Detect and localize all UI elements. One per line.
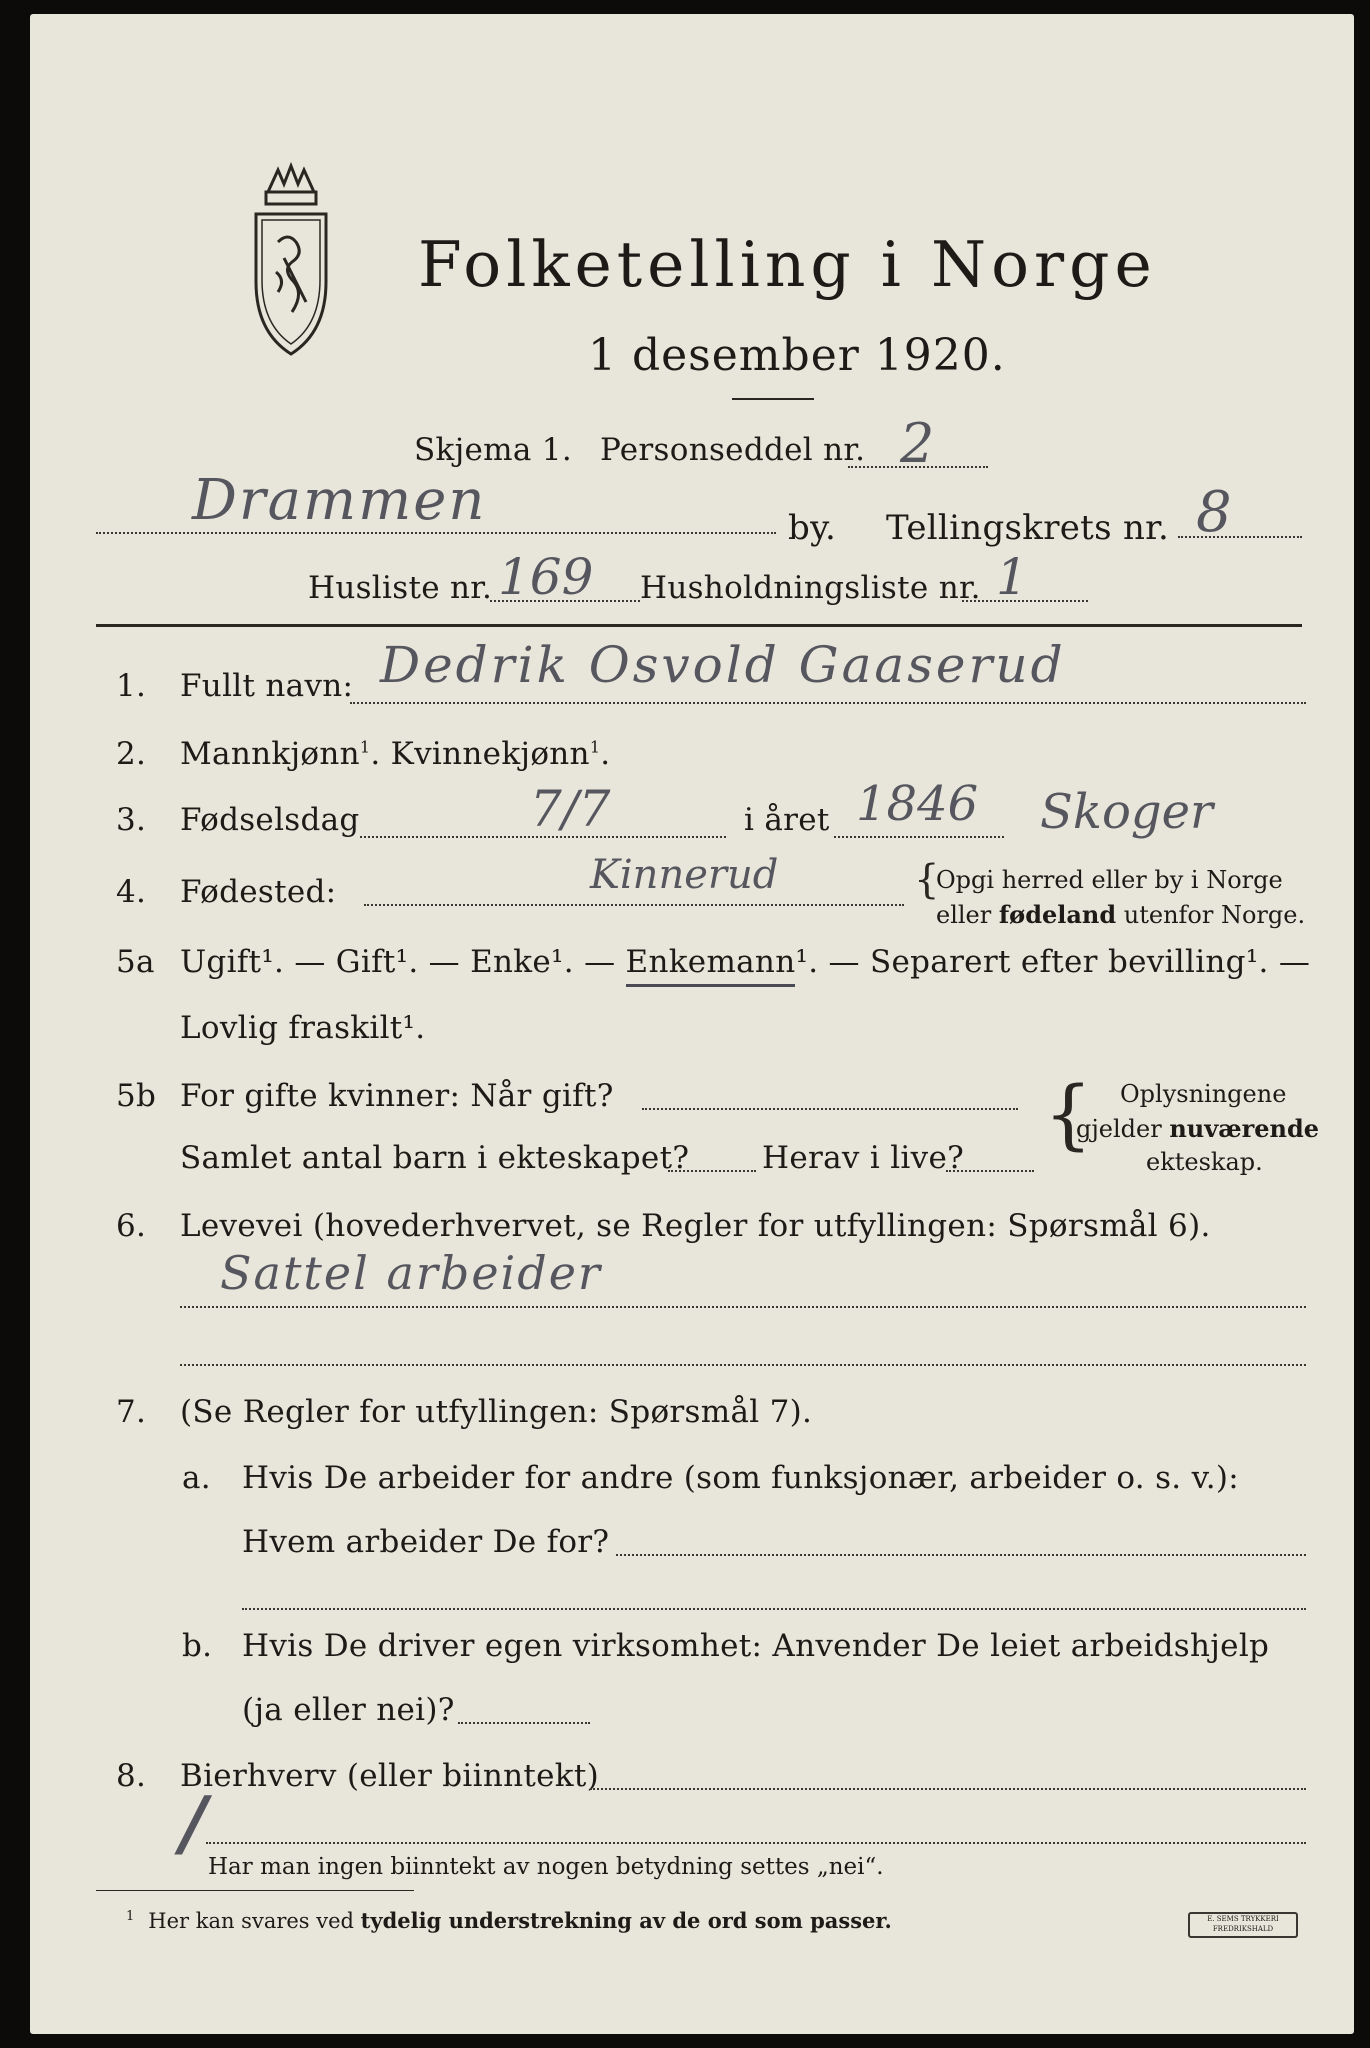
q4-note-line2: eller fødeland utenfor Norge. <box>936 900 1306 929</box>
q6-occupation-value: Sattel arbeider <box>220 1246 602 1300</box>
q8-note: Har man ingen biinntekt av nogen betydning settes „nei“. <box>208 1854 884 1880</box>
q7-label: (Se Regler for utfyllingen: Spørsmål 7). <box>180 1394 813 1430</box>
coat-of-arms-icon <box>248 162 334 362</box>
q3-place-value: Skoger <box>1040 784 1213 840</box>
husliste-value: 169 <box>498 548 594 606</box>
q5a-line2: Lovlig fraskilt¹. <box>180 1010 426 1046</box>
city-value: Drammen <box>192 468 487 533</box>
q2-number: 2. <box>116 736 147 772</box>
tellingskrets-value: 8 <box>1196 480 1232 545</box>
q4-number: 4. <box>116 874 147 910</box>
printer-stamp: E. SEMS TRYKKERI FREDRIKSHALD <box>1188 1912 1298 1938</box>
q7a-line1: Hvis De arbeider for andre (som funksjonær, arbeider o. s. v.): <box>242 1460 1240 1496</box>
q4-birthplace-value: Kinnerud <box>590 852 779 898</box>
q7a-number: a. <box>182 1460 211 1496</box>
q1-full-name-value: Dedrik Osvold Gaaserud <box>380 636 1066 694</box>
by-label: by. <box>788 508 837 548</box>
q5a-line1: Ugift¹. — Gift¹. — Enke¹. — Enkemann¹. — Separert efter bevilling¹. — <box>180 944 1310 980</box>
q5b-note-line1: Oplysningene <box>1120 1080 1287 1108</box>
q7-number: 7. <box>116 1394 147 1430</box>
q6-number: 6. <box>116 1208 147 1244</box>
q6-label: Levevei (hovederhvervet, se Regler for utfyllingen: Spørsmål 6). <box>180 1208 1211 1244</box>
husliste-label: Husliste nr. <box>308 570 493 606</box>
q7b-line1: Hvis De driver egen virksomhet: Anvender De leiet arbeidshjelp <box>242 1628 1270 1664</box>
q5b-children-label: Samlet antal barn i ekteskapet? <box>180 1140 690 1176</box>
q3-year-label: i året <box>744 802 830 838</box>
footnote-divider <box>96 1890 414 1891</box>
q3-year-value: 1846 <box>856 776 979 832</box>
title-divider <box>732 398 814 400</box>
husholdningsliste-label: Husholdningsliste nr. <box>640 570 981 606</box>
q3-number: 3. <box>116 802 147 838</box>
husholdningsliste-value: 1 <box>996 548 1028 606</box>
q5a-number: 5a <box>116 944 155 980</box>
q2-female-option: Kvinnekjønn <box>390 736 590 772</box>
census-form: Folketelling i Norge 1 desember 1920. Skjema 1. Personseddel nr. 2 Drammen by. Tellingskrets nr. 8 Husliste nr. 169 Husholdningsliste nr. 1 1. Fullt navn: Dedrik Osvold Gaaserud 2. Mannkjønn$^1$. Kvinnekjønn$^1$. 3. Fødselsdag 7/7 i året 1846 Skoger 4. Fødested: Kinnerud { Opgi herred eller by i Norge eller fødeland utenfor Norge. 5a Ugift¹. — Gift¹. — Enke¹. — Enkemann¹. — Separert efter bevilling¹. — Lovlig fraskilt¹. 5b For gifte kvinner: Når gift? Samlet antal barn i ekteskapet? Herav i live? { Oplysningene gjelder nuværende ekteskap. 6. Levevei (hovederhvervet, se Regler for utfyllingen: Spørsmål 6). Sattel arbeider 7. (Se Regler for utfyllingen: Spørsmål 7). a. Hvis De arbeider for andre (som funksjonær, arbeider o. s. v.): Hvem arbeider De for? b. Hvis De driver egen virksomhet: Anvender De leiet arbeidshjelp (ja eller nei)? 8. Bierhverv (eller biinntekt) / Har man ingen biinntekt av nogen betydning settes „nei“. $^1$ Her kan svares ved tydelig understrekning av de ord som passer. E. SEMS TRYKKERI FREDRIKSHALD <box>30 14 1354 2034</box>
q2-gender-options: Mannkjønn$^1$. Kvinnekjønn$^1$. <box>180 736 611 772</box>
q8-secondary-income-value: / <box>180 1780 207 1865</box>
q3-birthday-value: 7/7 <box>530 780 611 838</box>
q1-label: Fullt navn: <box>180 668 354 704</box>
q8-label: Bierhverv (eller biinntekt) <box>180 1758 600 1794</box>
q7b-number: b. <box>182 1628 213 1664</box>
q7b-line2: (ja eller nei)? <box>242 1692 455 1728</box>
q7a-line2: Hvem arbeider De for? <box>242 1524 610 1560</box>
q5b-alive-label: Herav i live? <box>762 1140 965 1176</box>
q5b-note-line3: ekteskap. <box>1146 1148 1263 1176</box>
q4-note-line1: Opgi herred eller by i Norge <box>936 866 1283 894</box>
q5b-number: 5b <box>116 1078 157 1114</box>
q8-number: 8. <box>116 1758 147 1794</box>
q1-number: 1. <box>116 668 147 704</box>
q5b-note-line2: gjelder nuværende <box>1076 1114 1320 1143</box>
q5b-line1: For gifte kvinner: Når gift? <box>180 1078 614 1114</box>
q3-label: Fødselsdag <box>180 802 360 838</box>
skjema-label: Skjema 1. <box>414 432 572 468</box>
header-divider <box>96 624 1302 627</box>
tellingskrets-label: Tellingskrets nr. <box>886 508 1170 548</box>
q2-male-option: Mannkjønn <box>180 736 360 772</box>
footnote: $^1$ Her kan svares ved tydelig understrekning av de ord som passer. <box>126 1908 892 1933</box>
q4-label: Fødested: <box>180 874 337 910</box>
personseddel-value: 2 <box>900 412 935 475</box>
personseddel-label: Personseddel nr. <box>600 432 866 468</box>
q5a-enkemann-underlined: Enkemann <box>626 944 796 987</box>
form-title: Folketelling i Norge <box>418 228 1157 301</box>
census-date: 1 desember 1920. <box>588 330 1006 381</box>
